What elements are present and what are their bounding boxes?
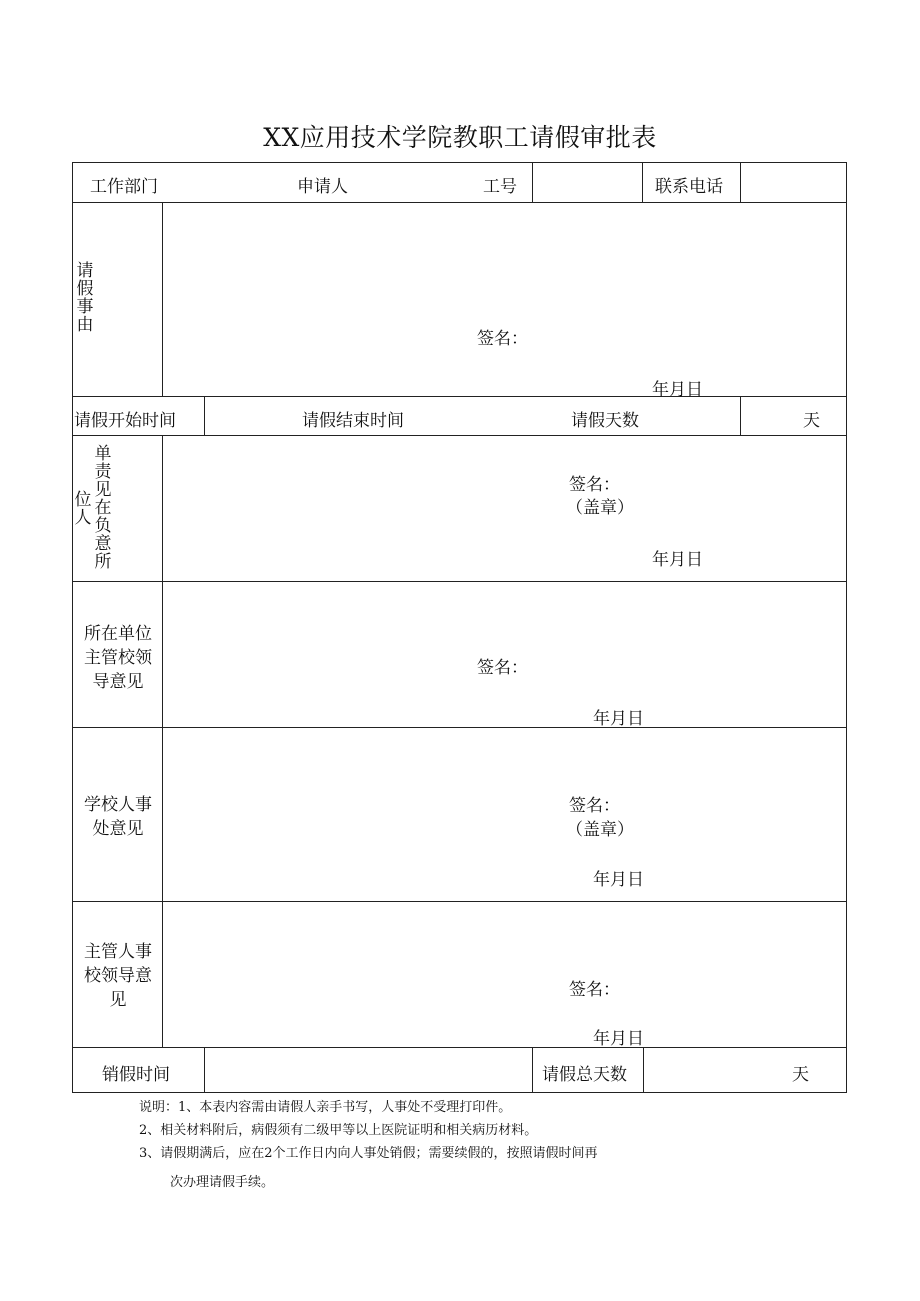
leader-label [74,622,162,694]
note-line: 次办理请假手续。 [170,1175,275,1190]
cancel-time-label: 销假时间 [102,1065,170,1085]
reason-label: 请假事由 [76,261,94,335]
hr-leader-signature: 签名： [569,980,620,1000]
form-title: XX应用技术学院教职工请假审批表 [263,123,657,152]
dept-label: 工作部门 [90,177,158,197]
hr-seal: （盖章） [566,820,634,840]
unit-head-signature: 签名： [569,475,620,495]
staff-no-label: 工号 [483,177,517,197]
reason-signature: 签名： [477,329,528,349]
hr-label-line: 学校人事 [84,795,152,815]
reason-date: 年月日 [652,380,703,400]
leave-days-label: 请假天数 [571,411,639,431]
leader-label-line: 所在单位 [84,624,152,644]
end-time-label: 请假结束时间 [302,411,404,431]
cancel-time-field[interactable] [205,1048,531,1091]
applicant-label: 申请人 [297,177,348,197]
leader-label-line: 主管校领 [84,648,152,668]
start-time-label: 请假开始时间 [74,411,176,431]
hr-leader-label-line: 主管人事 [84,942,152,962]
note-line: 2、相关材料附后，病假须有二级甲等以上医院证明和相关病历材料。 [139,1123,538,1138]
hr-leader-date: 年月日 [593,1029,644,1049]
hr-label-line: 处意见 [92,819,144,839]
staff-no-field[interactable] [533,163,641,201]
note-line: 说明：1、本表内容需由请假人亲手书写，人事处不受理打印件。 [139,1100,512,1115]
total-days-field[interactable] [644,1048,845,1091]
hr-leader-label-line: 校领导意 [84,966,152,986]
phone-label: 联系电话 [655,177,723,197]
leader-date: 年月日 [593,709,644,729]
hr-label [74,793,162,841]
unit-head-label-right: 单责见在负意所 [94,444,112,572]
unit-head-label-left: 位人 [74,490,92,528]
hr-date: 年月日 [593,870,644,890]
reason-field[interactable] [163,203,845,395]
hr-field[interactable] [163,728,845,900]
total-days-unit: 天 [792,1065,809,1085]
total-days-label: 请假总天数 [542,1065,627,1085]
days-unit: 天 [803,411,820,431]
leader-label-line: 导意见 [92,672,144,692]
leader-signature: 签名： [477,658,528,678]
unit-head-field[interactable] [163,436,845,580]
phone-field[interactable] [741,163,845,201]
hr-leader-label [74,940,162,1012]
unit-head-date: 年月日 [652,550,703,570]
unit-head-seal: （盖章） [566,498,634,518]
note-line: 3、请假期满后，应在2个工作日内向人事处销假；需要续假的，按照请假时间再 [139,1146,598,1161]
hr-leader-field[interactable] [163,902,845,1046]
leave-days-field[interactable] [741,397,845,434]
hr-signature: 签名： [569,796,620,816]
hr-leader-label-line: 见 [109,990,127,1010]
